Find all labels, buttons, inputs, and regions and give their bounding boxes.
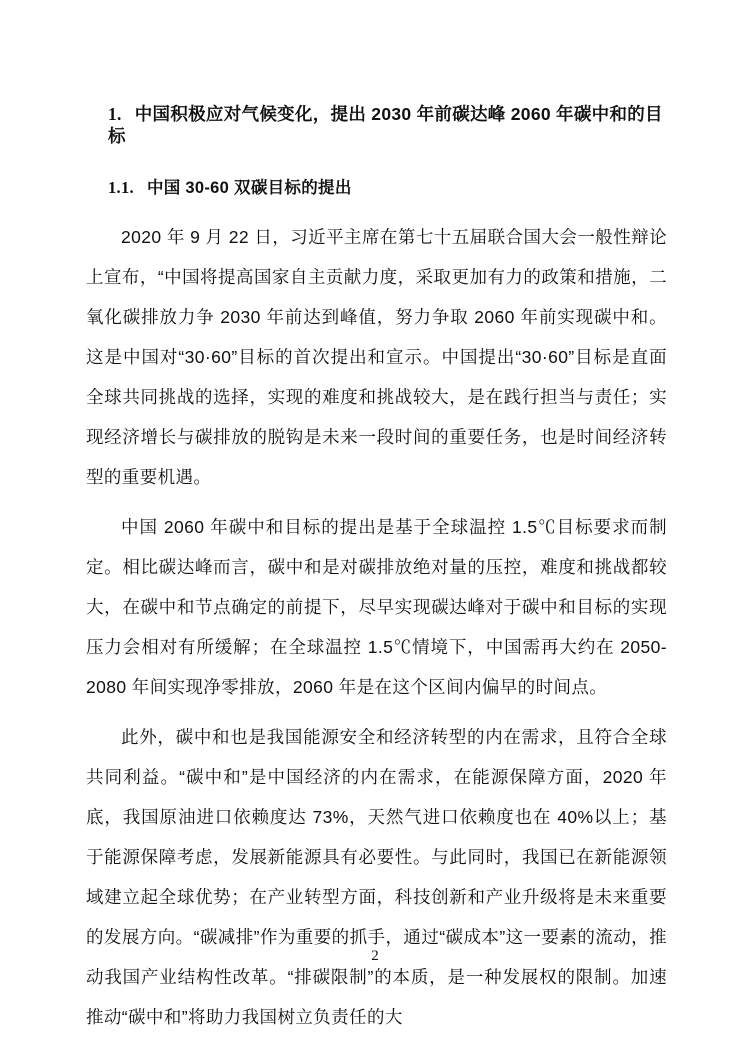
section-heading-text: 中国积极应对气候变化，提出 2030 年前碳达峰 2060 年碳中和的目标 [108, 104, 663, 146]
paragraph-3: 此外，碳中和也是我国能源安全和经济转型的内在需求，且符合全球共同利益。“碳中和”是中国经济的内在需求，在能源保障方面，2020 年底，我国原油进口依赖度达 73%，天然气进口依赖度也在 40%以上；基于能源保障考虑，发展新能源具有必要性。与此同时，我国已在新能源领域建立起全球优势；在产业转型方面，科技创新和产业升级将是未来重要的发展方向。“碳减排”作为重要的抓手，通过“碳成本”这一要素的流动，推动我国产业结构性改革。“排碳限制”的本质，是一种发展权的限制。加速推动“碳中和”将助力我国树立负责任的大 [86, 727, 667, 1027]
section-heading [86, 103, 667, 147]
subsection-heading-number: 1.1. [108, 178, 134, 197]
subsection-heading-text: 中国 30-60 双碳目标的提出 [146, 179, 352, 197]
document-content [86, 103, 667, 1037]
section-heading-number: 1. [108, 104, 122, 124]
page-number: 2 [371, 948, 379, 964]
paragraph-2: 中国 2060 年碳中和目标的提出是基于全球温控 1.5℃目标要求而制定。相比碳达峰而言，碳中和是对碳排放绝对量的压控，难度和挑战都较大，在碳中和节点确定的前提下，尽早实现碳达峰对于碳中和目标的实现压力会相对有所缓解；在全球温控 1.5℃情境下，中国需再大约在 2050-2080 年间实现净零排放，2060 年是在这个区间内偏早的时间点。 [86, 517, 667, 697]
paragraph-1: 2020 年 9 月 22 日，习近平主席在第七十五届联合国大会一般性辩论上宣布，“中国将提高国家自主贡献力度，采取更加有力的政策和措施，二氧化碳排放力争 2030 年前达到峰值，努力争取 2060 年前实现碳中和。这是中国对“30·60”目标的首次提出和宣示。中国提出“30·60”目标是直面全球共同挑战的选择，实现的难度和挑战较大，是在践行担当与责任；实现经济增长与碳排放的脱钩是未来一段时间的重要任务，也是时间经济转型的重要机遇。 [86, 227, 667, 487]
subsection-heading [86, 177, 667, 199]
